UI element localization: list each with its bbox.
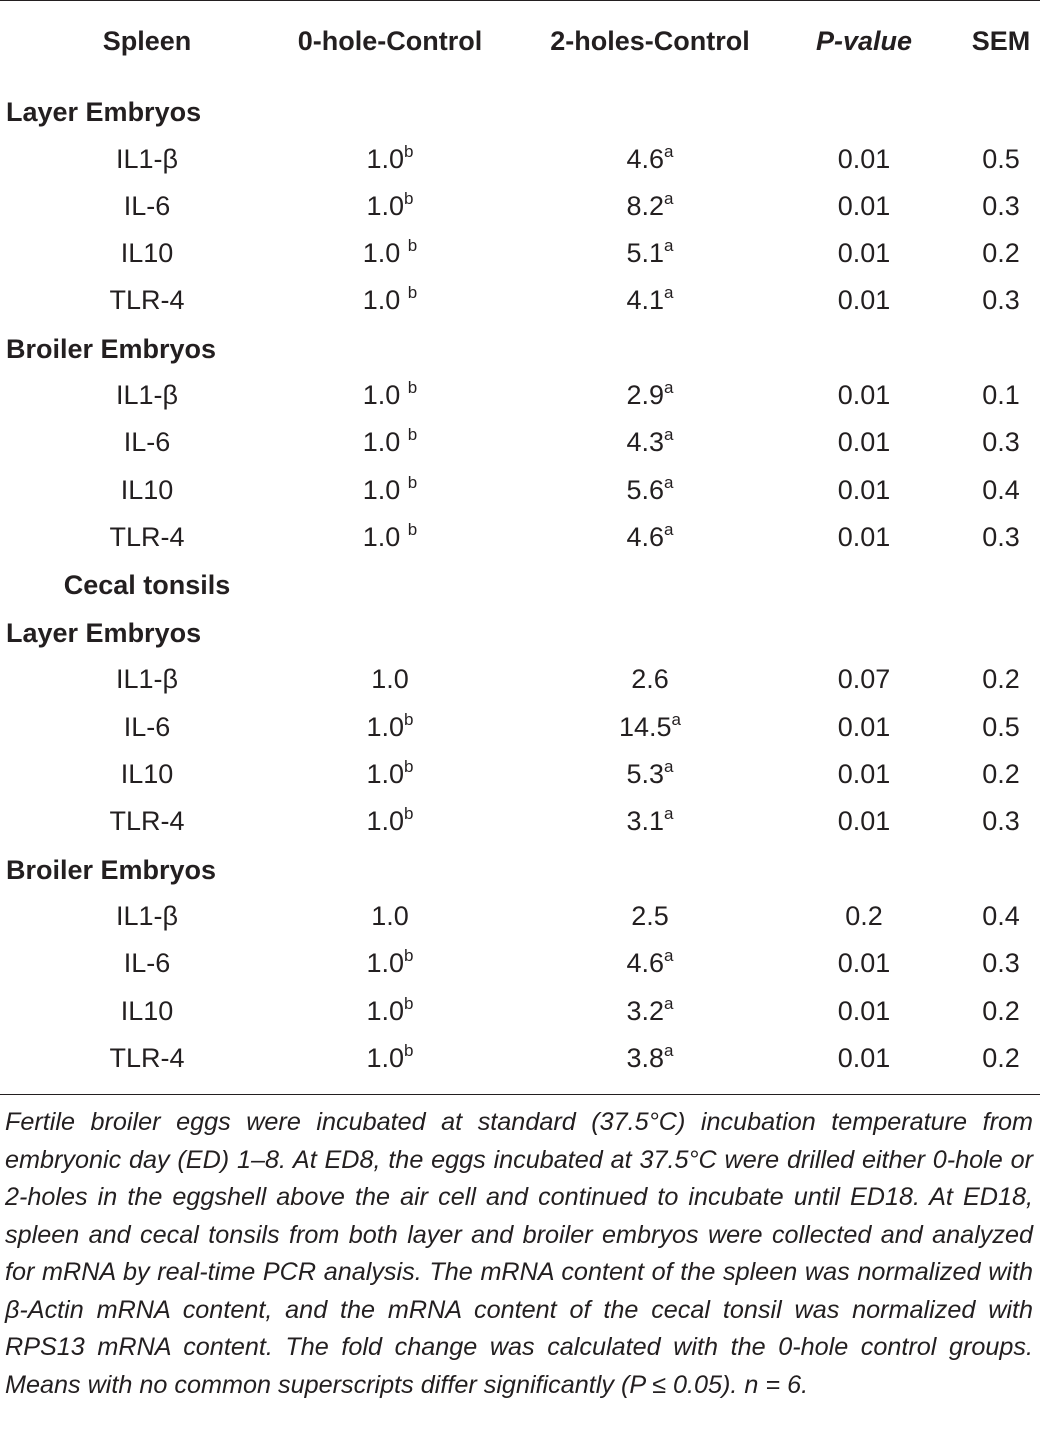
p-value: 0.01 — [837, 712, 891, 742]
zero-hole-value: 1.0$^b$ — [366, 189, 414, 221]
table-row — [0, 893, 1040, 939]
sem-value: 0.2 — [982, 664, 1020, 694]
p-value: 0.01 — [837, 475, 891, 505]
gene-name: TLR-4 — [109, 806, 185, 836]
two-holes-value: 5.3$^a$ — [626, 757, 674, 789]
table-header-row — [0, 18, 1040, 64]
two-holes-value: 5.6$^a$ — [626, 473, 674, 505]
zero-hole-value: 1.0$^b$ — [366, 142, 414, 174]
table-bottom-rule — [0, 1094, 1040, 1095]
sem-value: 0.5 — [982, 144, 1020, 174]
zero-hole-value: 1.0$^b$ — [366, 946, 414, 978]
zero-hole-value: 1.0 $^b$ — [362, 236, 418, 268]
two-holes-value: 4.3$^a$ — [626, 425, 674, 457]
table-row — [0, 277, 1040, 323]
zero-hole-value: 1.0$^b$ — [366, 804, 414, 836]
two-holes-value: 2.5 — [631, 901, 669, 931]
table-top-rule — [0, 0, 1040, 1]
header-spleen: Spleen — [102, 26, 192, 56]
two-holes-value: 5.1$^a$ — [626, 236, 674, 268]
header-p-value: P-value — [815, 26, 913, 56]
two-holes-value: 8.2$^a$ — [626, 189, 674, 221]
table-row — [0, 230, 1040, 276]
header-sem: SEM — [971, 26, 1031, 56]
section-title: Broiler Embryos — [6, 334, 217, 364]
p-value: 0.01 — [837, 759, 891, 789]
table-row — [0, 798, 1040, 844]
sem-value: 0.3 — [982, 285, 1020, 315]
gene-name: IL-6 — [123, 191, 171, 221]
table-row — [0, 183, 1040, 229]
two-holes-value: 4.6$^a$ — [626, 520, 674, 552]
zero-hole-value: 1.0$^b$ — [366, 994, 414, 1026]
two-holes-value: 14.5$^a$ — [618, 710, 682, 742]
gene-name: TLR-4 — [109, 1043, 185, 1073]
two-holes-value: 4.6$^a$ — [626, 142, 674, 174]
p-value: 0.01 — [837, 996, 891, 1026]
gene-name: IL-6 — [123, 948, 171, 978]
gene-name: IL-6 — [123, 712, 171, 742]
section-title: Broiler Embryos — [6, 855, 217, 885]
table-row — [0, 656, 1040, 702]
gene-name: TLR-4 — [109, 522, 185, 552]
gene-name: IL1-β — [115, 664, 179, 694]
p-value: 0.01 — [837, 1043, 891, 1073]
two-holes-value: 2.9$^a$ — [626, 378, 674, 410]
two-holes-value: 3.8$^a$ — [626, 1041, 674, 1073]
sem-value: 0.2 — [982, 996, 1020, 1026]
gene-name: IL10 — [120, 759, 174, 789]
sem-value: 0.5 — [982, 712, 1020, 742]
cecal-tonsils-heading: Cecal tonsils — [63, 570, 231, 600]
gene-name: TLR-4 — [109, 285, 185, 315]
p-value: 0.01 — [837, 144, 891, 174]
sem-value: 0.4 — [982, 475, 1020, 505]
zero-hole-value: 1.0$^b$ — [366, 757, 414, 789]
zero-hole-value: 1.0$^b$ — [366, 710, 414, 742]
table-footnote: Fertile broiler eggs were incubated at standard (37.5°C) incubation temperature from embryonic day (ED) 1–8. At ED8, the eggs incubated at 37.5°C were drilled either 0-hole or 2-holes in the eggshell above the air cell and continued to incubate until ED18. At ED18, spleen and cecal tonsils from both layer and broiler embryos were collected and analyzed for mRNA by real-time PCR analysis. The mRNA content of the spleen was normalized with β-Actin mRNA content, and the mRNA content of the cecal tonsil was normalized with RPS13 mRNA content. The fold change was calculated with the 0-hole control groups. Means with no common superscripts differ significantly (P ≤ 0.05). n = 6. — [5, 1108, 1033, 1399]
sem-value: 0.2 — [982, 1043, 1020, 1073]
gene-name: IL10 — [120, 475, 174, 505]
sem-value: 0.1 — [982, 380, 1020, 410]
table-row — [0, 704, 1040, 750]
gene-name: IL-6 — [123, 427, 171, 457]
two-holes-value: 3.1$^a$ — [626, 804, 674, 836]
table-row — [0, 988, 1040, 1034]
zero-hole-value: 1.0 $^b$ — [362, 520, 418, 552]
two-holes-value: 2.6 — [631, 664, 669, 694]
zero-hole-value: 1.0 $^b$ — [362, 283, 418, 315]
two-holes-value: 3.2$^a$ — [626, 994, 674, 1026]
table-row — [0, 467, 1040, 513]
table-row — [0, 372, 1040, 418]
two-holes-value: 4.6$^a$ — [626, 946, 674, 978]
sem-value: 0.3 — [982, 948, 1020, 978]
sem-value: 0.4 — [982, 901, 1020, 931]
p-value: 0.01 — [837, 285, 891, 315]
p-value: 0.2 — [845, 901, 883, 931]
sem-value: 0.3 — [982, 806, 1020, 836]
gene-name: IL1-β — [115, 144, 179, 174]
sem-value: 0.2 — [982, 759, 1020, 789]
zero-hole-value: 1.0$^b$ — [366, 1041, 414, 1073]
section-title: Layer Embryos — [6, 97, 202, 127]
two-holes-value: 4.1$^a$ — [626, 283, 674, 315]
section-title: Layer Embryos — [6, 618, 202, 648]
table-row — [0, 136, 1040, 182]
p-value: 0.01 — [837, 238, 891, 268]
table-row — [0, 419, 1040, 465]
zero-hole-value: 1.0 — [371, 664, 409, 694]
zero-hole-value: 1.0 $^b$ — [362, 378, 418, 410]
sem-value: 0.3 — [982, 427, 1020, 457]
header-0-hole-control: 0-hole-Control — [297, 26, 483, 56]
table-row — [0, 1035, 1040, 1081]
header-2-holes-control: 2-holes-Control — [550, 26, 750, 56]
p-value: 0.01 — [837, 191, 891, 221]
p-value: 0.01 — [837, 522, 891, 552]
p-value: 0.01 — [837, 380, 891, 410]
table-row — [0, 751, 1040, 797]
sem-value: 0.3 — [982, 191, 1020, 221]
table-row — [0, 940, 1040, 986]
p-value: 0.01 — [837, 948, 891, 978]
zero-hole-value: 1.0 — [371, 901, 409, 931]
gene-name: IL1-β — [115, 901, 179, 931]
p-value: 0.07 — [837, 664, 891, 694]
gene-name: IL10 — [120, 996, 174, 1026]
zero-hole-value: 1.0 $^b$ — [362, 425, 418, 457]
sem-value: 0.3 — [982, 522, 1020, 552]
gene-name: IL10 — [120, 238, 174, 268]
zero-hole-value: 1.0 $^b$ — [362, 473, 418, 505]
p-value: 0.01 — [837, 806, 891, 836]
table-row — [0, 514, 1040, 560]
sem-value: 0.2 — [982, 238, 1020, 268]
p-value: 0.01 — [837, 427, 891, 457]
gene-name: IL1-β — [115, 380, 179, 410]
